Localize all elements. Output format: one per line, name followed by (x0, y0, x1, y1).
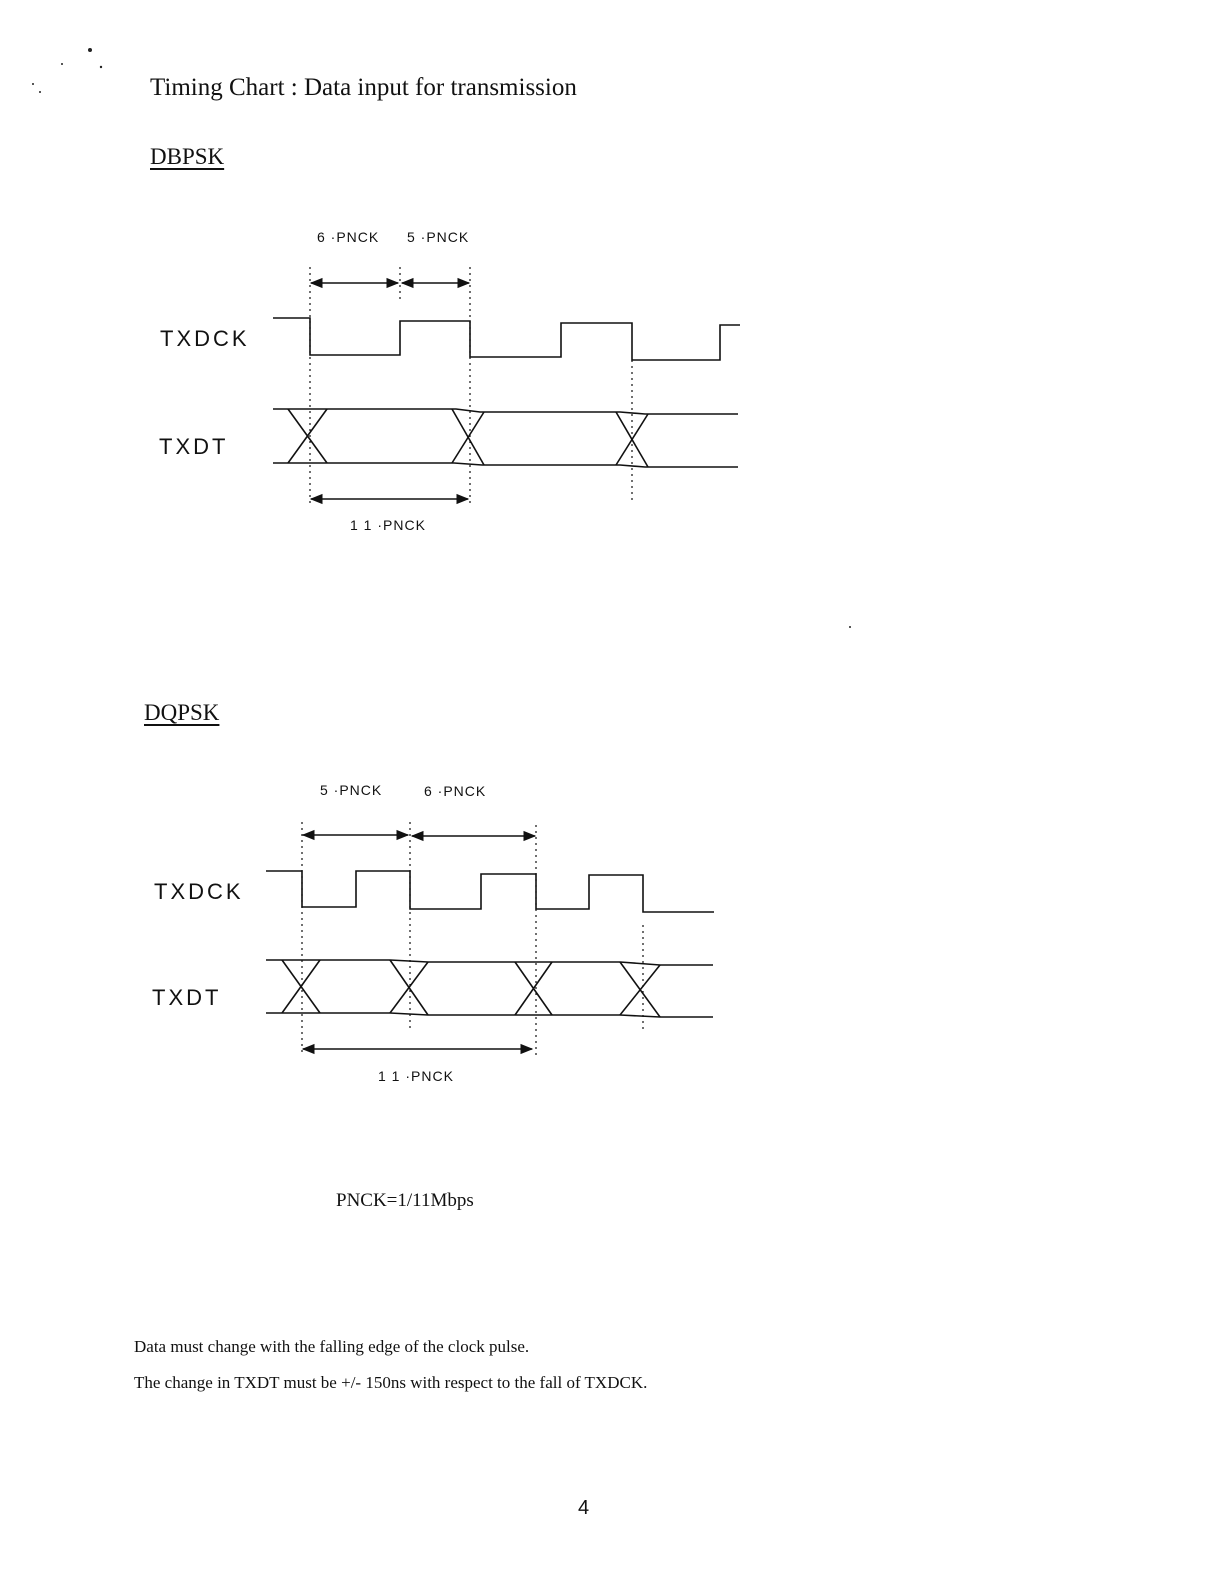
dqpsk-interval-2-label: 6 ·PNCK (424, 783, 487, 799)
dqpsk-txdck-label: TXDCK (154, 879, 244, 904)
dqpsk-diagram (266, 822, 714, 1055)
dqpsk-txdt-waveform (266, 960, 713, 1017)
dqpsk-txdt-label: TXDT (152, 985, 222, 1010)
page-title: Timing Chart : Data input for transmission (150, 74, 577, 101)
dbpsk-symbol-interval-label: 1 1 ·PNCK (350, 517, 426, 533)
dqpsk-txdck-waveform (266, 871, 714, 912)
body-text-line-2: The change in TXDT must be +/- 150ns with respect to the fall of TXDCK. (134, 1373, 648, 1392)
dbpsk-interval-2-label: 5 ·PNCK (407, 229, 470, 245)
dqpsk-heading: DQPSK (144, 700, 220, 725)
dbpsk-txdt-waveform (273, 409, 738, 467)
dqpsk-symbol-interval-label: 1 1 ·PNCK (378, 1068, 454, 1084)
dbpsk-txdck-label: TXDCK (160, 326, 250, 351)
pnck-note: PNCK=1/11Mbps (336, 1190, 474, 1211)
dbpsk-txdck-waveform (273, 318, 740, 360)
dqpsk-interval-1-label: 5 ·PNCK (320, 782, 383, 798)
dbpsk-interval-1-label: 6 ·PNCK (317, 229, 380, 245)
dbpsk-txdt-label: TXDT (159, 434, 229, 459)
page-number: 4 (578, 1497, 590, 1519)
scan-specks (32, 48, 851, 628)
dbpsk-heading: DBPSK (150, 144, 225, 169)
body-text-line-1: Data must change with the falling edge of the clock pulse. (134, 1337, 530, 1356)
dbpsk-diagram (273, 267, 740, 505)
